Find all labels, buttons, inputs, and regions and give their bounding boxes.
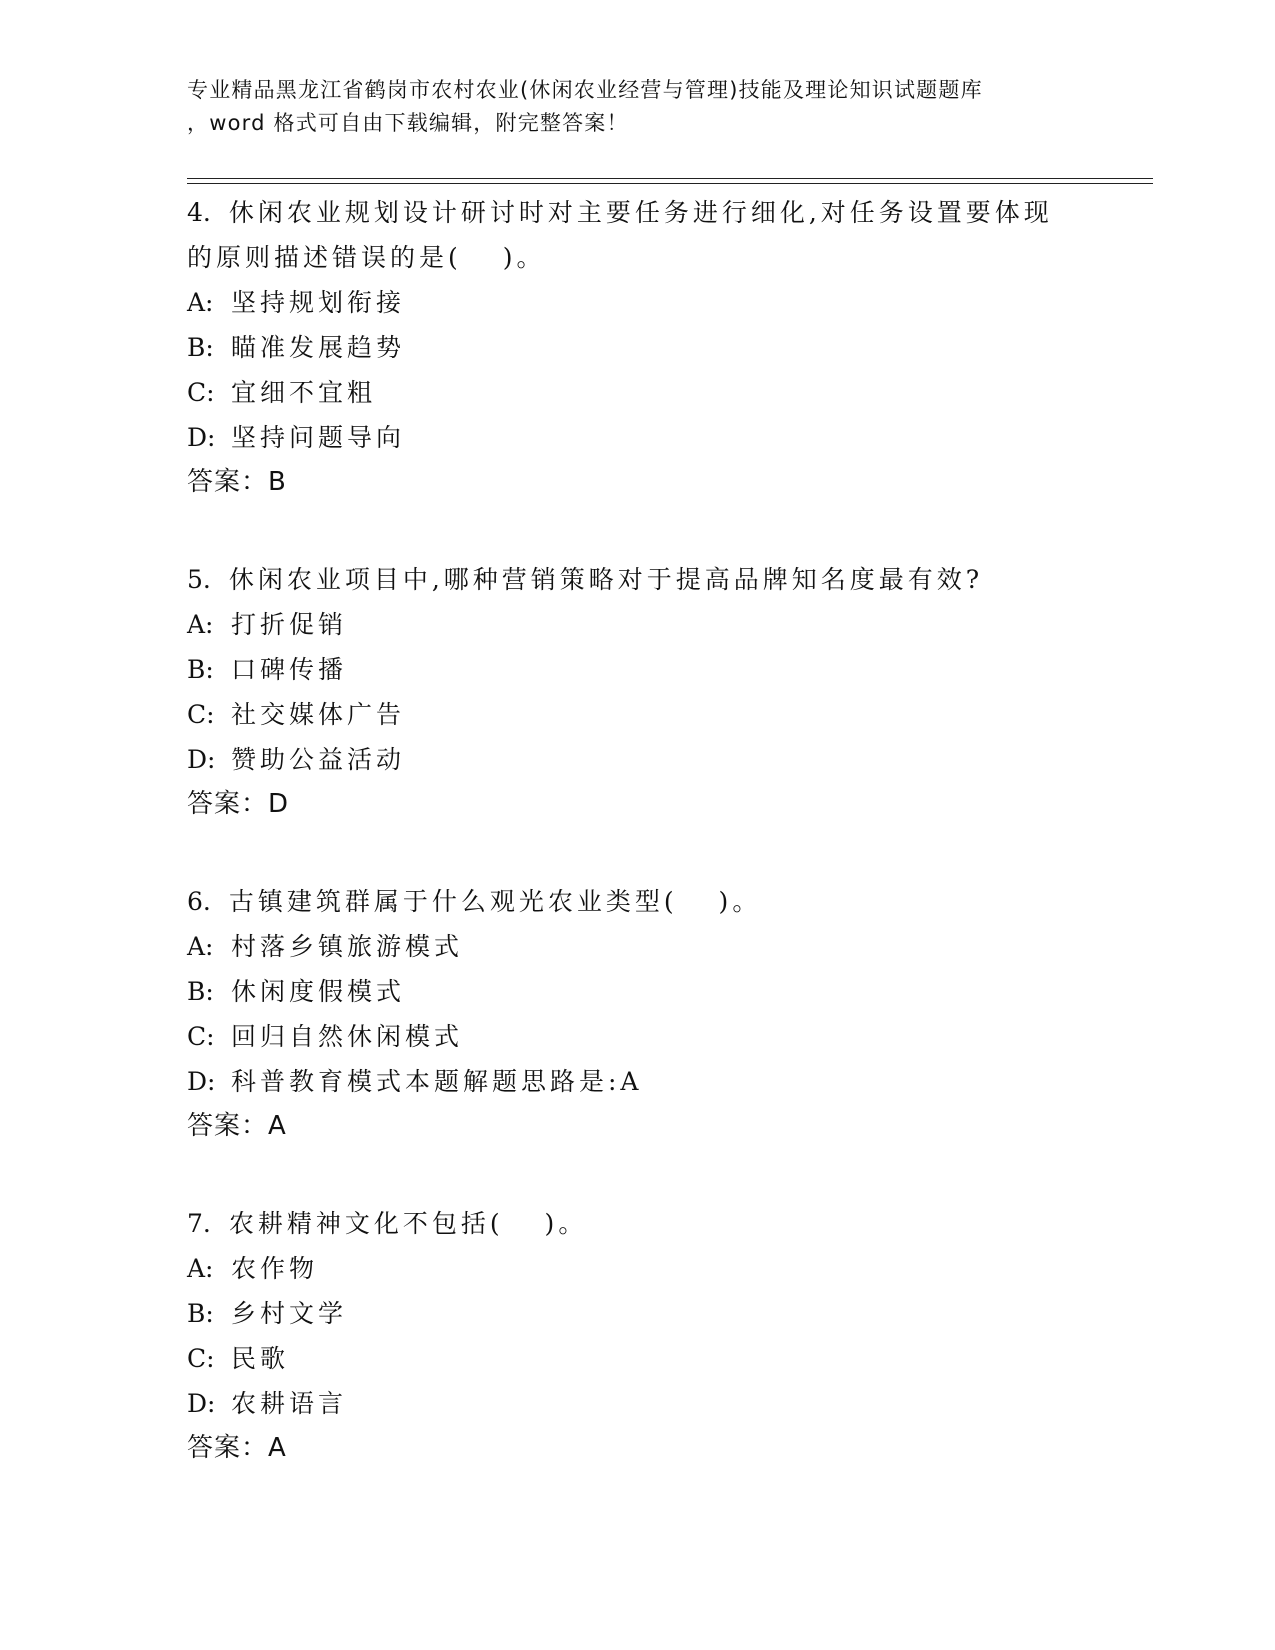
option-a <box>187 280 1087 325</box>
option-key: A: <box>187 288 214 317</box>
option-text: 回归自然休闲模式 <box>231 1022 464 1051</box>
question-stem-text: 休闲农业项目中,哪种营销策略对于提高品牌知名度最有效? <box>228 565 984 594</box>
question-stem-line <box>187 1201 1087 1246</box>
question-stem-line <box>187 190 1087 235</box>
option-a <box>187 602 1087 647</box>
option-c <box>187 1014 1087 1059</box>
option-text: 休闲度假模式 <box>231 977 406 1006</box>
option-d <box>187 737 1087 782</box>
header-title-line-2: ，word 格式可自由下载编辑，附完整答案！ <box>187 111 629 135</box>
question-4 <box>187 190 1087 505</box>
option-text: 农耕语言 <box>231 1389 348 1418</box>
answer-line: 答案：A <box>187 1433 287 1463</box>
header-divider-bottom <box>187 183 1153 184</box>
question-7 <box>187 1201 1087 1471</box>
option-c <box>187 1336 1087 1381</box>
option-key: D: <box>187 1067 216 1096</box>
question-stem-text: 的原则描述错误的是( )。 <box>187 243 546 272</box>
question-stem-line <box>187 235 1087 280</box>
option-key: D: <box>187 423 216 452</box>
option-c <box>187 692 1087 737</box>
option-text: 打折促销 <box>231 610 348 639</box>
option-text: 乡村文学 <box>231 1299 348 1328</box>
option-key: C: <box>187 378 215 407</box>
document-header <box>187 74 1087 140</box>
question-number: 7. <box>187 1209 211 1238</box>
option-text: 口碑传播 <box>231 655 348 684</box>
option-text: 村落乡镇旅游模式 <box>231 932 464 961</box>
question-stem-text: 古镇建筑群属于什么观光农业类型( )。 <box>228 887 762 916</box>
option-key: B: <box>187 655 214 684</box>
question-list <box>187 190 1087 1523</box>
question-number: 6. <box>187 887 211 916</box>
option-text: 农作物 <box>231 1254 319 1283</box>
option-key: B: <box>187 1299 214 1328</box>
question-6 <box>187 879 1087 1149</box>
question-stem-text: 休闲农业规划设计研讨时对主要任务进行细化,对任务设置要体现 <box>228 198 1053 227</box>
option-text: 赞助公益活动 <box>231 745 406 774</box>
header-divider-top <box>187 178 1153 179</box>
option-b <box>187 647 1087 692</box>
option-text: 民歌 <box>231 1344 290 1373</box>
option-key: A: <box>187 1254 214 1283</box>
option-b <box>187 969 1087 1014</box>
question-5 <box>187 557 1087 827</box>
answer-line: 答案：D <box>187 789 290 819</box>
option-text: 科普教育模式本题解题思路是:A <box>231 1067 643 1096</box>
option-key: D: <box>187 1389 216 1418</box>
option-b <box>187 1291 1087 1336</box>
option-text: 坚持问题导向 <box>231 423 406 452</box>
option-key: D: <box>187 745 216 774</box>
option-d <box>187 1381 1087 1426</box>
option-text: 社交媒体广告 <box>231 700 406 729</box>
option-c <box>187 370 1087 415</box>
answer-line: 答案：B <box>187 467 287 497</box>
option-d <box>187 415 1087 460</box>
option-text: 瞄准发展趋势 <box>231 333 406 362</box>
option-key: C: <box>187 1344 215 1373</box>
answer-line: 答案：A <box>187 1111 287 1141</box>
option-key: A: <box>187 932 214 961</box>
header-title-line-1: 专业精品黑龙江省鹤岗市农村农业(休闲农业经营与管理)技能及理论知识试题题库 <box>187 78 983 102</box>
question-stem-text: 农耕精神文化不包括( )。 <box>228 1209 588 1238</box>
question-stem-line <box>187 879 1087 924</box>
option-a <box>187 924 1087 969</box>
option-d <box>187 1059 1087 1104</box>
option-text: 坚持规划衔接 <box>231 288 406 317</box>
question-number: 5. <box>187 565 211 594</box>
option-b <box>187 325 1087 370</box>
option-key: C: <box>187 700 215 729</box>
option-key: A: <box>187 610 214 639</box>
option-a <box>187 1246 1087 1291</box>
option-text: 宜细不宜粗 <box>231 378 377 407</box>
question-stem-line <box>187 557 1087 602</box>
option-key: C: <box>187 1022 215 1051</box>
option-key: B: <box>187 333 214 362</box>
option-key: B: <box>187 977 214 1006</box>
question-number: 4. <box>187 198 211 227</box>
